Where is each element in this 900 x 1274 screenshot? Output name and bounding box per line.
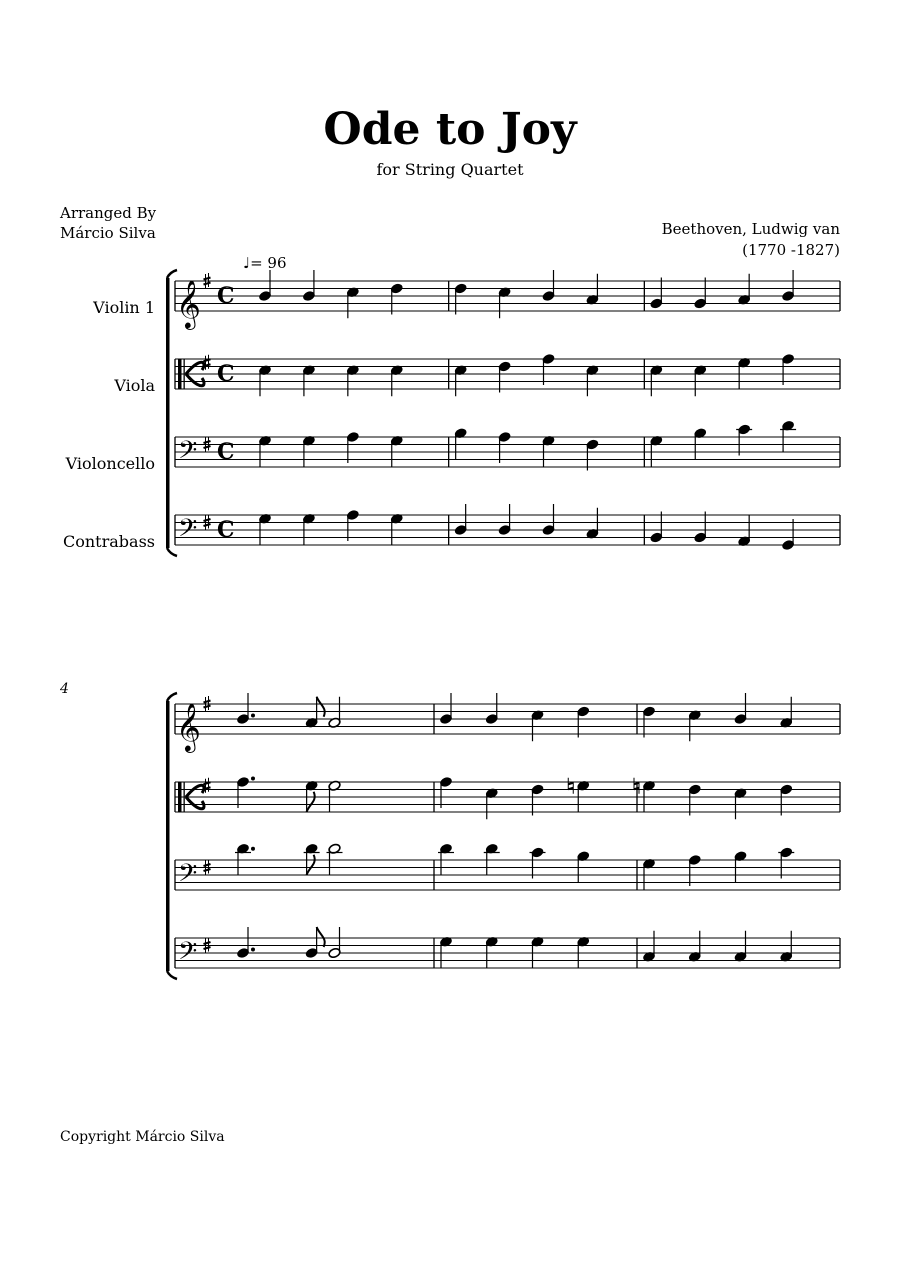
copyright-notice: Copyright Márcio Silva — [60, 1129, 225, 1145]
alto-clef-icon — [184, 782, 185, 812]
key-sharp-icon — [204, 701, 211, 703]
instrument-label-viola: Viola — [114, 376, 155, 395]
treble-clef-icon: 𝄞 — [176, 702, 201, 751]
eighth-flag — [317, 927, 325, 947]
arranger-name: Márcio Silva — [60, 224, 156, 242]
system-bracket — [167, 693, 177, 701]
key-sharp-icon — [204, 359, 211, 361]
bass-clef-icon: 𝄢 — [178, 859, 198, 894]
eighth-flag — [317, 697, 325, 717]
key-sharp-icon — [204, 446, 211, 448]
augmentation-dot — [251, 948, 255, 952]
key-sharp-icon — [204, 864, 211, 866]
system-bracket — [166, 278, 170, 548]
score-subtitle: for String Quartet — [376, 160, 524, 179]
time-signature: C — [217, 517, 235, 543]
alto-clef-icon — [178, 359, 182, 389]
score-title: Ode to Joy — [323, 104, 577, 155]
tempo-value: = 96 — [250, 254, 287, 272]
arranger-label: Arranged By — [60, 204, 157, 222]
key-sharp-icon — [204, 869, 211, 871]
system-bracket — [167, 270, 177, 278]
eighth-flag — [307, 792, 315, 812]
key-sharp-icon — [204, 278, 211, 280]
key-sharp-icon — [204, 706, 211, 708]
measure-number: 4 — [60, 681, 69, 697]
alto-clef-icon — [184, 359, 185, 389]
treble-clef-icon: 𝄞 — [176, 279, 201, 328]
composer-name: Beethoven, Ludwig van — [661, 220, 840, 238]
natural-sign-icon — [568, 783, 573, 785]
bass-clef-icon: 𝄢 — [178, 514, 198, 549]
key-sharp-icon — [204, 441, 211, 443]
instrument-label-violin: Violin 1 — [93, 298, 155, 317]
key-sharp-icon — [204, 283, 211, 285]
time-signature: C — [217, 361, 235, 387]
key-sharp-icon — [204, 524, 211, 526]
system-bracket — [166, 701, 170, 971]
composer-dates: (1770 -1827) — [742, 241, 840, 259]
quarter-note-icon: ♩ — [243, 254, 251, 272]
key-sharp-icon — [204, 947, 211, 949]
key-sharp-icon — [204, 942, 211, 944]
augmentation-dot — [251, 777, 255, 781]
time-signature: C — [217, 439, 235, 465]
bass-clef-icon: 𝄢 — [178, 436, 198, 471]
time-signature: C — [217, 283, 235, 309]
natural-sign-icon — [634, 783, 639, 785]
system-bracket — [167, 548, 177, 556]
augmentation-dot — [251, 714, 255, 718]
alto-clef-icon — [178, 782, 182, 812]
augmentation-dot — [251, 847, 255, 851]
instrument-label-cello: Violoncello — [65, 454, 155, 473]
key-sharp-icon — [204, 782, 211, 784]
key-sharp-icon — [204, 519, 211, 521]
system-bracket — [167, 971, 177, 979]
eighth-flag — [307, 855, 315, 875]
instrument-label-contrabass: Contrabass — [63, 532, 155, 551]
bass-clef-icon: 𝄢 — [178, 937, 198, 972]
